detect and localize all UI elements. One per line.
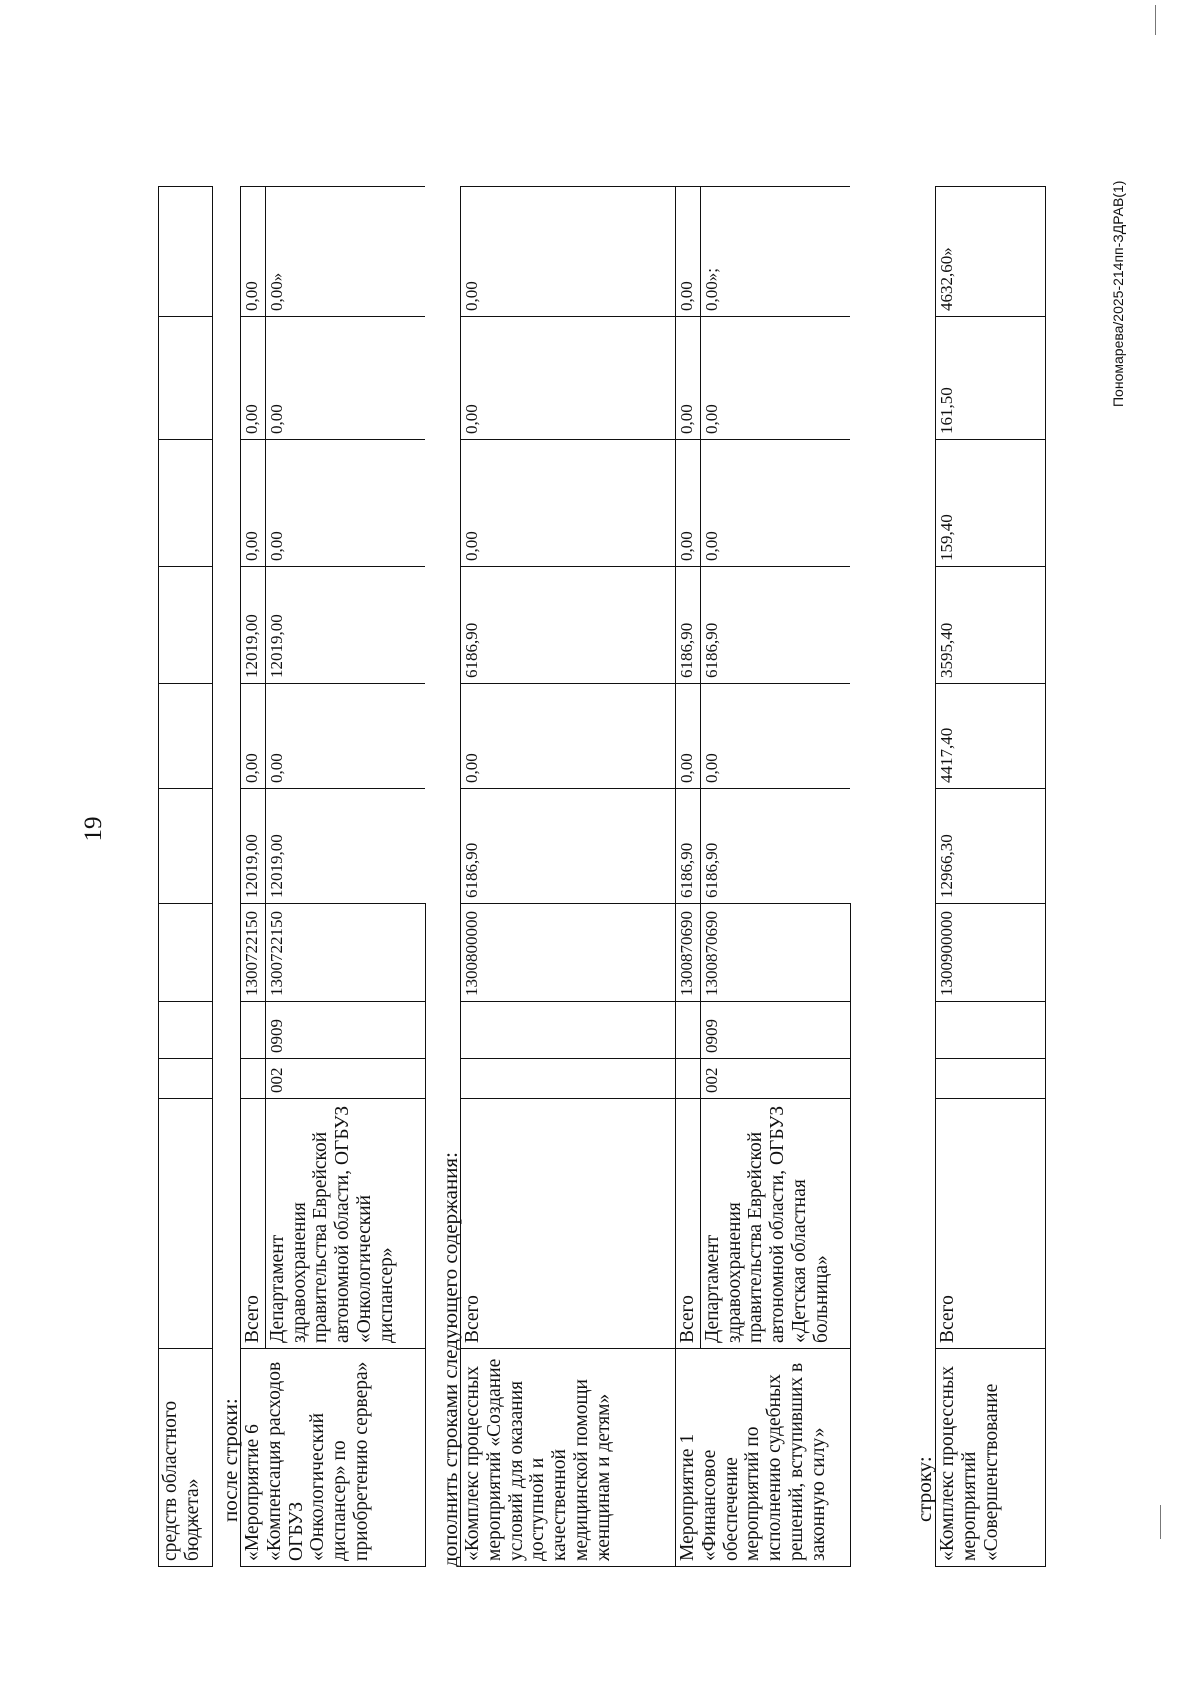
caption-after-row: после строки: (218, 1398, 242, 1522)
scan-mark (1160, 1505, 1161, 1539)
table-cell-value: 0,00 (461, 187, 676, 317)
table-cell-name: средств областного бюджета» (159, 1349, 213, 1567)
footer-filename: Пономарева/2025-214пп-ЗДРАВ(1) (1110, 180, 1126, 407)
table-cell (159, 440, 213, 567)
table-cell-rz (241, 1002, 266, 1059)
table-cell-value: 0,00» (265, 187, 425, 317)
table-cell-rz: 0909 (700, 1002, 850, 1059)
table-cell-value: 0,00 (461, 684, 676, 789)
table-cell-rz (936, 1002, 1046, 1059)
table-cell-csr: 1300722150 (265, 904, 425, 1002)
table-cell-value: 6186,90 (700, 567, 850, 684)
table-cell-who: Всего (676, 1099, 701, 1349)
table-cell-value: 0,00 (265, 440, 425, 567)
table-cell (159, 1099, 213, 1349)
table-cell-name: «Комплекс процессных мероприятий «Создание условий для оказания доступной и качественной медицинской помощи женщинам и детям» (461, 1349, 676, 1567)
table-cell-value: 12019,00 (241, 567, 266, 684)
table-cell-csr: 1300870690 (676, 904, 701, 1002)
table-cell-value: 0,00 (461, 440, 676, 567)
table-cell-value: 0,00 (241, 317, 266, 440)
table-cell-value: 0,00 (241, 187, 266, 317)
table-cell-rz (676, 1002, 701, 1059)
table-cell-value: 0,00 (265, 684, 425, 789)
table-cell (159, 317, 213, 440)
table-cell-value: 4632,60» (936, 187, 1046, 317)
table-cell-csr: 1300800000 (461, 904, 676, 1002)
table-cell-value: 0,00 (676, 684, 701, 789)
table-block-previous (158, 186, 213, 1567)
table-cell-value: 6186,90 (461, 567, 676, 684)
table-row (936, 187, 1046, 1567)
table-cell-who: Департамент здравоохранения правительства Еврейской автономной области, ОГБУЗ «Детская областная больница» (700, 1099, 850, 1349)
table-cell-value: 4417,40 (936, 684, 1046, 789)
table-cell-value: 6186,90 (461, 789, 676, 904)
table-cell-name: «Мероприятие 6 «Компенсация расходов ОГБУЗ «Онкологический диспансер» по приобретению сервера» (241, 1349, 426, 1567)
table-cell-who: Всего (241, 1099, 266, 1349)
table-cell-value: 6186,90 (700, 789, 850, 904)
page-number: 19 (80, 816, 107, 842)
table-cell-grbs: 002 (700, 1059, 850, 1099)
table-cell-name: «Комплекс процессных мероприятий «Совершенствование (936, 1349, 1046, 1567)
table-block-measure-6 (240, 186, 426, 1567)
table-cell-value: 0,00 (676, 187, 701, 317)
table-cell-value: 6186,90 (676, 567, 701, 684)
scan-mark (1155, 5, 1156, 35)
table-cell-csr: 1300900000 (936, 904, 1046, 1002)
table-block-improvement (935, 186, 1046, 1567)
table-row (461, 187, 676, 1567)
table-cell-name: Мероприятие 1 «Финансовое обеспечение мероприятий по исполнению судебных решений, вступивших в законную силу» (676, 1349, 851, 1567)
table-cell-value: 12019,00 (265, 567, 425, 684)
table-cell (159, 904, 213, 1002)
table-cell-value: 0,00 (241, 684, 266, 789)
table-cell-value: 0,00 (265, 317, 425, 440)
table-cell (159, 1059, 213, 1099)
table-cell (159, 567, 213, 684)
table-cell-csr: 1300722150 (241, 904, 266, 1002)
caption-add-rows: дополнить строками следующего содержания: (438, 1152, 462, 1567)
table-cell (159, 1002, 213, 1059)
table-cell-value: 0,00 (241, 440, 266, 567)
table-cell-who: Всего (936, 1099, 1046, 1349)
table-cell-rz: 0909 (265, 1002, 425, 1059)
table-cell-value: 0,00»; (700, 187, 850, 317)
table-cell-rz (461, 1002, 676, 1059)
table-cell-value: 6186,90 (676, 789, 701, 904)
table-cell-grbs (936, 1059, 1046, 1099)
table-row (241, 187, 266, 1567)
table-cell (159, 684, 213, 789)
table-cell-grbs: 002 (265, 1059, 425, 1099)
table-cell-who: Департамент здравоохранения правительства Еврейской автономной области, ОГБУЗ «Онкологический диспансер» (265, 1099, 425, 1349)
table-cell (159, 789, 213, 904)
table-cell-value: 3595,40 (936, 567, 1046, 684)
table-cell-value: 0,00 (676, 317, 701, 440)
table-cell-value: 0,00 (700, 440, 850, 567)
table-cell-value: 0,00 (676, 440, 701, 567)
table-cell-grbs (461, 1059, 676, 1099)
table-cell-who: Всего (461, 1099, 676, 1349)
table-cell (159, 187, 213, 317)
caption-row: строку: (912, 1456, 936, 1522)
table-cell-value: 0,00 (700, 317, 850, 440)
table-cell-value: 159,40 (936, 440, 1046, 567)
table-cell-value: 12019,00 (241, 789, 266, 904)
table-cell-grbs (241, 1059, 266, 1099)
table-cell-value: 0,00 (700, 684, 850, 789)
table-block-added-rows (460, 186, 851, 1567)
table-cell-csr: 1300870690 (700, 904, 850, 1002)
table-row (676, 187, 701, 1567)
table-cell-value: 12966,30 (936, 789, 1046, 904)
table-cell-grbs (676, 1059, 701, 1099)
table-cell-value: 0,00 (461, 317, 676, 440)
table-cell-value: 12019,00 (265, 789, 425, 904)
table-cell-value: 161,50 (936, 317, 1046, 440)
